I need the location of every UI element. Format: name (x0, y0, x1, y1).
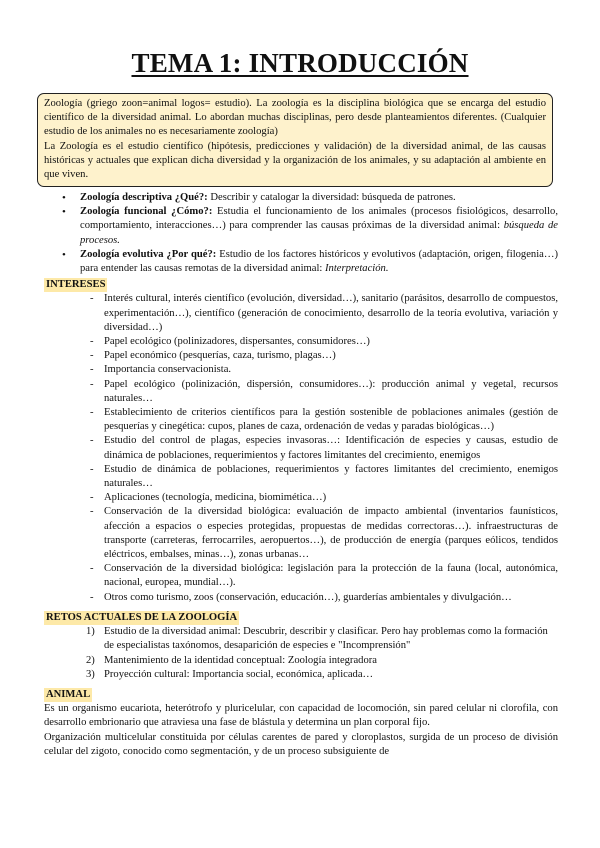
animal-paragraph: Organización multicelular constituida por células carentes de pared y cloroplastos, surgida de un proceso de división celular del zigoto, conocido como segmentación, y de un proceso subsiguiente de (44, 731, 558, 757)
retos-list (44, 625, 558, 682)
list-item: - Conservación de la diversidad biológica: legislación para la protección de la fauna (local, autonómica, nacional, europea, mundial…). (44, 562, 558, 590)
list-item: - Aplicaciones (tecnología, medicina, biomimética…) (44, 491, 558, 505)
definition-box (37, 93, 553, 187)
list-item: - Papel económico (pesquerías, caza, turismo, plagas…) (44, 349, 558, 363)
animal-paragraph: Es un organismo eucariota, heterótrofo y pluricelular, con capacidad de locomoción, sin pared celular ni clorofila, con desarrollo embrionario que atraviesa una fase de blástula y determina un plan corporal fijo. (44, 703, 558, 729)
definition-paragraph: Zoología (griego zoon=animal logos= estudio). La zoología es la disciplina biológica que se encarga del estudio científico de la diversidad animal. Lo abordan muchas disciplinas, pero desde planteamientos diferentes. (Cualquier estudio de los animales no es necesariamente zoología) (44, 98, 546, 138)
list-item: • Zoología descriptiva ¿Qué?: Describir y catalogar la diversidad: búsqueda de patrones. (44, 191, 558, 205)
section-heading-intereses: INTERESES (44, 278, 107, 292)
list-item: 3) Proyección cultural: Importancia social, económica, aplicada… (86, 668, 374, 680)
list-item: - Estudio de dinámica de poblaciones, requerimientos y factores limitantes del crecimiento, enemigos naturales… (44, 463, 558, 491)
list-item: - Otros como turismo, zoos (conservación, educación…), guarderías ambientales y divulgación… (44, 591, 558, 605)
list-item: - Papel ecológico (polinización, dispersión, consumidores…): producción animal y vegetal, recursos naturales… (44, 378, 558, 406)
branches-list (44, 191, 558, 276)
list-item: • Zoología evolutiva ¿Por qué?: Estudio de los factores históricos y evolutivos (adaptación, origen, filogenia…) para entender las causas remotas de la diversidad animal: Interpretación. (44, 248, 558, 276)
intereses-list (44, 292, 558, 604)
list-item: - Papel ecológico (polinizadores, dispersantes, consumidores…) (44, 335, 558, 349)
definition-paragraph: La Zoología es el estudio científico (hipótesis, predicciones y validación) de la diversidad animal, de las causas históricas y actuales que explican dicha diversidad y la organización de los animales, y su adaptación al ambiente en que viven. (44, 140, 546, 181)
list-item: - Estudio del control de plagas, especies invasoras…: Identificación de especies y causas, estudio de dinámica de poblaciones, requerimientos y factores limitantes del crecimiento, enemigos (44, 434, 558, 462)
section-heading-retos: RETOS ACTUALES DE LA ZOOLOGÍA (44, 611, 239, 625)
list-item: • Zoología funcional ¿Cómo?: Estudia el funcionamiento de los animales (procesos fisiológicos, desarrollo, comportamiento, interacciones…) para comprender las causas próximas de la diversidad animal: búsqueda de procesos. (44, 205, 558, 248)
list-item: - Conservación de la diversidad biológica: evaluación de impacto ambiental (inventarios faunísticos, afección a espacios o especies protegidas, propuestas de medidas correctoras…). infraestructuras de transporte (carreteras, ferrocarriles, aeropuertos…), de producción de energía (parques eólicos, tendidos eléctricos, embalses, minas…), zonas urbanas… (44, 505, 558, 562)
list-item: 1) Estudio de la diversidad animal: Descubrir, describir y clasificar. Pero hay problemas como la formación de especialistas taxónomos, desaparición de especies e "Incomprensión" (86, 626, 548, 652)
list-item: 2) Mantenimiento de la identidad conceptual: Zoología integradora (86, 654, 377, 666)
page-title: TEMA 1: INTRODUCCIÓN (131, 48, 469, 78)
list-item: - Importancia conservacionista. (44, 363, 558, 377)
section-heading-animal: ANIMAL (44, 688, 92, 702)
list-item: - Establecimiento de criterios científicos para la gestión sostenible de poblaciones animales (gestión de pesquerías y cinegética: cupos, planes de caza, ordenación de vedas y paradas biológicas…) (44, 406, 558, 434)
list-item: - Interés cultural, interés científico (evolución, diversidad…), sanitario (parásitos, desarrollo de compuestos, experimentación…), científico (generación de conocimiento, desarrollo de la teoría evolutiva, variación y diversidad…) (44, 292, 558, 335)
main-content (44, 191, 558, 759)
